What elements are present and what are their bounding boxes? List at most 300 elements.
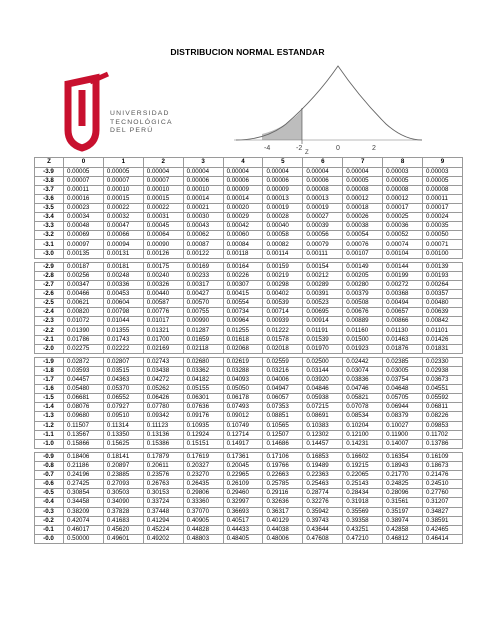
probability-cell: 0.45224 bbox=[143, 525, 183, 534]
table-row bbox=[35, 516, 463, 525]
probability-cell: 0.31207 bbox=[423, 498, 463, 507]
probability-cell: 0.22663 bbox=[263, 471, 303, 480]
table-row bbox=[35, 366, 463, 375]
probability-cell: 0.00028 bbox=[263, 213, 303, 222]
probability-cell: 0.00009 bbox=[223, 185, 263, 194]
probability-cell: 0.01044 bbox=[103, 317, 143, 326]
probability-cell: 0.00018 bbox=[343, 204, 383, 213]
table-row bbox=[35, 430, 463, 439]
probability-cell: 0.00005 bbox=[343, 176, 383, 185]
probability-cell: 0.01923 bbox=[343, 344, 383, 353]
column-header: 5 bbox=[263, 158, 303, 168]
probability-cell: 0.03005 bbox=[383, 366, 423, 375]
probability-cell: 0.00011 bbox=[423, 194, 463, 203]
probability-cell: 0.00914 bbox=[303, 317, 343, 326]
probability-cell: 0.02680 bbox=[183, 357, 223, 366]
probability-cell: 0.00047 bbox=[103, 222, 143, 231]
probability-cell: 0.00076 bbox=[343, 240, 383, 249]
probability-cell: 0.19215 bbox=[343, 461, 383, 470]
probability-cell: 0.46812 bbox=[383, 534, 423, 543]
probability-cell: 0.00440 bbox=[143, 290, 183, 299]
probability-cell: 0.00317 bbox=[183, 280, 223, 289]
probability-cell: 0.18943 bbox=[383, 461, 423, 470]
probability-cell: 0.00030 bbox=[183, 213, 223, 222]
probability-cell: 0.00193 bbox=[423, 271, 463, 280]
probability-cell: 0.20045 bbox=[223, 461, 263, 470]
probability-cell: 0.42465 bbox=[423, 525, 463, 534]
probability-cell: 0.00004 bbox=[223, 167, 263, 176]
z-value-cell: -1.2 bbox=[35, 421, 64, 430]
column-header: 0 bbox=[64, 158, 104, 168]
header-row bbox=[35, 158, 463, 168]
probability-cell: 0.00082 bbox=[263, 240, 303, 249]
table-row bbox=[35, 498, 463, 507]
probability-cell: 0.11702 bbox=[423, 430, 463, 439]
z-value-cell: -0.2 bbox=[35, 516, 64, 525]
probability-cell: 0.05480 bbox=[64, 385, 104, 394]
probability-cell: 0.46017 bbox=[64, 525, 104, 534]
probability-cell: 0.00039 bbox=[303, 222, 343, 231]
probability-cell: 0.00480 bbox=[423, 299, 463, 308]
probability-cell: 0.27760 bbox=[423, 489, 463, 498]
probability-cell: 0.03438 bbox=[143, 366, 183, 375]
probability-cell: 0.01618 bbox=[223, 335, 263, 344]
probability-cell: 0.29460 bbox=[223, 489, 263, 498]
z-value-cell: -3.4 bbox=[35, 213, 64, 222]
probability-cell: 0.44828 bbox=[183, 525, 223, 534]
table-row bbox=[35, 376, 463, 385]
probability-cell: 0.08076 bbox=[64, 403, 104, 412]
probability-cell: 0.40517 bbox=[223, 516, 263, 525]
probability-cell: 0.25143 bbox=[343, 480, 383, 489]
probability-cell: 0.01786 bbox=[64, 335, 104, 344]
probability-cell: 0.43251 bbox=[343, 525, 383, 534]
z-value-cell: -0.3 bbox=[35, 507, 64, 516]
probability-cell: 0.00554 bbox=[223, 299, 263, 308]
table-row bbox=[35, 394, 463, 403]
table-row bbox=[35, 194, 463, 203]
probability-cell: 0.00062 bbox=[183, 231, 223, 240]
probability-cell: 0.00005 bbox=[103, 167, 143, 176]
probability-cell: 0.00056 bbox=[303, 231, 343, 240]
probability-cell: 0.00233 bbox=[183, 271, 223, 280]
probability-cell: 0.00011 bbox=[64, 185, 104, 194]
probability-cell: 0.17619 bbox=[183, 452, 223, 461]
page-title: DISTRIBUCION NORMAL ESTANDAR bbox=[170, 47, 325, 57]
probability-cell: 0.00060 bbox=[223, 231, 263, 240]
probability-cell: 0.00714 bbox=[263, 308, 303, 317]
probability-cell: 0.11314 bbox=[103, 421, 143, 430]
probability-cell: 0.00272 bbox=[383, 280, 423, 289]
probability-cell: 0.00006 bbox=[303, 176, 343, 185]
probability-cell: 0.37448 bbox=[143, 507, 183, 516]
probability-cell: 0.00427 bbox=[183, 290, 223, 299]
probability-cell: 0.32997 bbox=[223, 498, 263, 507]
table-row bbox=[35, 308, 463, 317]
probability-cell: 0.02500 bbox=[303, 357, 343, 366]
table-row bbox=[35, 185, 463, 194]
probability-cell: 0.32636 bbox=[263, 498, 303, 507]
probability-cell: 0.01321 bbox=[143, 326, 183, 335]
z-value-cell: -0.9 bbox=[35, 452, 64, 461]
probability-cell: 0.00023 bbox=[64, 204, 104, 213]
probability-cell: 0.13567 bbox=[64, 430, 104, 439]
probability-cell: 0.00776 bbox=[143, 308, 183, 317]
probability-cell: 0.00164 bbox=[223, 262, 263, 271]
probability-cell: 0.01578 bbox=[263, 335, 303, 344]
probability-cell: 0.00154 bbox=[303, 262, 343, 271]
probability-cell: 0.00107 bbox=[343, 249, 383, 258]
table-row bbox=[35, 213, 463, 222]
probability-cell: 0.00990 bbox=[183, 317, 223, 326]
probability-cell: 0.00820 bbox=[64, 308, 104, 317]
probability-cell: 0.38209 bbox=[64, 507, 104, 516]
probability-cell: 0.00131 bbox=[103, 249, 143, 258]
probability-cell: 0.04846 bbox=[303, 385, 343, 394]
table-row bbox=[35, 317, 463, 326]
probability-cell: 0.00008 bbox=[423, 185, 463, 194]
probability-cell: 0.02068 bbox=[223, 344, 263, 353]
probability-cell: 0.00676 bbox=[343, 308, 383, 317]
probability-cell: 0.00036 bbox=[383, 222, 423, 231]
probability-cell: 0.00104 bbox=[383, 249, 423, 258]
probability-cell: 0.03836 bbox=[343, 376, 383, 385]
probability-cell: 0.04006 bbox=[263, 376, 303, 385]
z-value-cell: -1.9 bbox=[35, 357, 64, 366]
probability-cell: 0.00122 bbox=[183, 249, 223, 258]
probability-cell: 0.19489 bbox=[303, 461, 343, 470]
z-value-cell: -2.0 bbox=[35, 344, 64, 353]
table-row bbox=[35, 326, 463, 335]
probability-cell: 0.00034 bbox=[64, 213, 104, 222]
probability-cell: 0.00175 bbox=[143, 262, 183, 271]
probability-cell: 0.03144 bbox=[303, 366, 343, 375]
probability-cell: 0.39743 bbox=[303, 516, 343, 525]
probability-cell: 0.00734 bbox=[223, 308, 263, 317]
z-value-cell: -0.4 bbox=[35, 498, 64, 507]
probability-cell: 0.00026 bbox=[343, 213, 383, 222]
probability-cell: 0.00008 bbox=[383, 185, 423, 194]
probability-cell: 0.03754 bbox=[383, 376, 423, 385]
probability-cell: 0.00004 bbox=[303, 167, 343, 176]
probability-cell: 0.25463 bbox=[303, 480, 343, 489]
tick-label: -2 bbox=[296, 145, 303, 152]
probability-cell: 0.02118 bbox=[183, 344, 223, 353]
probability-cell: 0.02169 bbox=[143, 344, 183, 353]
table-row bbox=[35, 421, 463, 430]
probability-cell: 0.10383 bbox=[303, 421, 343, 430]
probability-cell: 0.00014 bbox=[183, 194, 223, 203]
probability-cell: 0.39358 bbox=[343, 516, 383, 525]
probability-cell: 0.00939 bbox=[263, 317, 303, 326]
probability-cell: 0.00084 bbox=[223, 240, 263, 249]
table-row bbox=[35, 412, 463, 421]
probability-cell: 0.00219 bbox=[263, 271, 303, 280]
probability-cell: 0.00010 bbox=[183, 185, 223, 194]
z-value-cell: -1.7 bbox=[35, 376, 64, 385]
probability-cell: 0.05705 bbox=[383, 394, 423, 403]
table-row bbox=[35, 489, 463, 498]
z-value-cell: -0.0 bbox=[35, 534, 64, 543]
probability-cell: 0.42074 bbox=[64, 516, 104, 525]
probability-cell: 0.01831 bbox=[423, 344, 463, 353]
table-row bbox=[35, 385, 463, 394]
probability-cell: 0.23885 bbox=[103, 471, 143, 480]
probability-cell: 0.00964 bbox=[223, 317, 263, 326]
probability-cell: 0.00071 bbox=[423, 240, 463, 249]
probability-cell: 0.00240 bbox=[143, 271, 183, 280]
probability-cell: 0.01191 bbox=[303, 326, 343, 335]
probability-cell: 0.00621 bbox=[64, 299, 104, 308]
probability-cell: 0.00523 bbox=[303, 299, 343, 308]
probability-cell: 0.06426 bbox=[143, 394, 183, 403]
probability-cell: 0.01355 bbox=[103, 326, 143, 335]
probability-cell: 0.20611 bbox=[143, 461, 183, 470]
probability-cell: 0.02743 bbox=[143, 357, 183, 366]
probability-cell: 0.00090 bbox=[143, 240, 183, 249]
probability-cell: 0.31561 bbox=[383, 498, 423, 507]
probability-cell: 0.04363 bbox=[103, 376, 143, 385]
probability-cell: 0.00005 bbox=[383, 176, 423, 185]
probability-cell: 0.00014 bbox=[223, 194, 263, 203]
probability-cell: 0.50000 bbox=[64, 534, 104, 543]
table-row bbox=[35, 507, 463, 516]
probability-cell: 0.00017 bbox=[383, 204, 423, 213]
probability-cell: 0.18673 bbox=[423, 461, 463, 470]
probability-cell: 0.34458 bbox=[64, 498, 104, 507]
table-row bbox=[35, 439, 463, 448]
probability-cell: 0.00639 bbox=[423, 308, 463, 317]
probability-cell: 0.02807 bbox=[103, 357, 143, 366]
probability-cell: 0.00016 bbox=[64, 194, 104, 203]
probability-cell: 0.00126 bbox=[143, 249, 183, 258]
z-value-cell: -1.4 bbox=[35, 403, 64, 412]
probability-cell: 0.00094 bbox=[103, 240, 143, 249]
probability-cell: 0.00069 bbox=[64, 231, 104, 240]
z-value-cell: -2.5 bbox=[35, 299, 64, 308]
probability-cell: 0.07636 bbox=[183, 403, 223, 412]
probability-cell: 0.04746 bbox=[343, 385, 383, 394]
probability-cell: 0.12507 bbox=[263, 430, 303, 439]
z-value-cell: -2.7 bbox=[35, 280, 64, 289]
probability-cell: 0.24510 bbox=[423, 480, 463, 489]
probability-cell: 0.41683 bbox=[103, 516, 143, 525]
probability-cell: 0.02559 bbox=[263, 357, 303, 366]
probability-cell: 0.05262 bbox=[143, 385, 183, 394]
probability-cell: 0.20327 bbox=[183, 461, 223, 470]
logo-line: UNIVERSIDAD bbox=[110, 110, 170, 117]
probability-cell: 0.22363 bbox=[303, 471, 343, 480]
probability-cell: 0.00022 bbox=[103, 204, 143, 213]
z-value-cell: -2.9 bbox=[35, 262, 64, 271]
z-value-cell: -0.1 bbox=[35, 525, 64, 534]
probability-cell: 0.00040 bbox=[263, 222, 303, 231]
z-value-cell: -0.7 bbox=[35, 471, 64, 480]
probability-cell: 0.26109 bbox=[223, 480, 263, 489]
probability-cell: 0.34827 bbox=[423, 507, 463, 516]
probability-cell: 0.00205 bbox=[343, 271, 383, 280]
z-value-cell: -3.6 bbox=[35, 194, 64, 203]
probability-cell: 0.09176 bbox=[183, 412, 223, 421]
column-header: 6 bbox=[303, 158, 343, 168]
probability-cell: 0.03074 bbox=[343, 366, 383, 375]
probability-cell: 0.07927 bbox=[103, 403, 143, 412]
probability-cell: 0.00111 bbox=[303, 249, 343, 258]
probability-cell: 0.12100 bbox=[343, 430, 383, 439]
table-row bbox=[35, 534, 463, 543]
probability-cell: 0.18406 bbox=[64, 452, 104, 461]
probability-cell: 0.27425 bbox=[64, 480, 104, 489]
probability-cell: 0.28774 bbox=[303, 489, 343, 498]
probability-cell: 0.00114 bbox=[263, 249, 303, 258]
probability-cell: 0.14457 bbox=[303, 439, 343, 448]
probability-cell: 0.17879 bbox=[143, 452, 183, 461]
z-value-cell: -3.3 bbox=[35, 222, 64, 231]
probability-cell: 0.35197 bbox=[383, 507, 423, 516]
probability-cell: 0.26763 bbox=[143, 480, 183, 489]
probability-cell: 0.14231 bbox=[343, 439, 383, 448]
probability-cell: 0.22065 bbox=[343, 471, 383, 480]
probability-cell: 0.02619 bbox=[223, 357, 263, 366]
probability-cell: 0.00097 bbox=[64, 240, 104, 249]
probability-cell: 0.01130 bbox=[383, 326, 423, 335]
probability-cell: 0.02222 bbox=[103, 344, 143, 353]
probability-cell: 0.00005 bbox=[64, 167, 104, 176]
probability-cell: 0.05592 bbox=[423, 394, 463, 403]
probability-cell: 0.00118 bbox=[223, 249, 263, 258]
probability-cell: 0.00199 bbox=[383, 271, 423, 280]
probability-cell: 0.05821 bbox=[343, 394, 383, 403]
probability-cell: 0.00012 bbox=[343, 194, 383, 203]
z-value-cell: -3.1 bbox=[35, 240, 64, 249]
probability-cell: 0.00006 bbox=[263, 176, 303, 185]
z-value-cell: -3.9 bbox=[35, 167, 64, 176]
probability-cell: 0.19766 bbox=[263, 461, 303, 470]
probability-cell: 0.00015 bbox=[143, 194, 183, 203]
probability-cell: 0.06681 bbox=[64, 394, 104, 403]
probability-cell: 0.01743 bbox=[103, 335, 143, 344]
probability-cell: 0.49202 bbox=[143, 534, 183, 543]
z-value-cell: -3.7 bbox=[35, 185, 64, 194]
probability-cell: 0.13136 bbox=[143, 430, 183, 439]
probability-cell: 0.47608 bbox=[303, 534, 343, 543]
probability-cell: 0.00842 bbox=[423, 317, 463, 326]
z-value-cell: -0.5 bbox=[35, 489, 64, 498]
probability-cell: 0.00032 bbox=[103, 213, 143, 222]
probability-cell: 0.00035 bbox=[423, 222, 463, 231]
probability-cell: 0.06552 bbox=[103, 394, 143, 403]
probability-cell: 0.00007 bbox=[103, 176, 143, 185]
probability-cell: 0.05050 bbox=[223, 385, 263, 394]
probability-cell: 0.02442 bbox=[343, 357, 383, 366]
probability-cell: 0.00135 bbox=[64, 249, 104, 258]
z-table bbox=[34, 157, 463, 544]
probability-cell: 0.26435 bbox=[183, 480, 223, 489]
tick-label: 0 bbox=[336, 145, 340, 152]
probability-cell: 0.08534 bbox=[343, 412, 383, 421]
probability-cell: 0.14686 bbox=[263, 439, 303, 448]
probability-cell: 0.00256 bbox=[64, 271, 104, 280]
probability-cell: 0.02018 bbox=[263, 344, 303, 353]
z-value-cell: -1.5 bbox=[35, 394, 64, 403]
logo-text bbox=[110, 110, 173, 136]
probability-cell: 0.00013 bbox=[303, 194, 343, 203]
probability-cell: 0.00079 bbox=[303, 240, 343, 249]
probability-cell: 0.00139 bbox=[423, 262, 463, 271]
probability-cell: 0.01072 bbox=[64, 317, 104, 326]
probability-cell: 0.03920 bbox=[303, 376, 343, 385]
probability-cell: 0.09680 bbox=[64, 412, 104, 421]
probability-cell: 0.10204 bbox=[343, 421, 383, 430]
probability-cell: 0.08379 bbox=[383, 412, 423, 421]
probability-cell: 0.23576 bbox=[143, 471, 183, 480]
probability-cell: 0.00889 bbox=[343, 317, 383, 326]
probability-cell: 0.09853 bbox=[423, 421, 463, 430]
table-row bbox=[35, 222, 463, 231]
probability-cell: 0.13350 bbox=[103, 430, 143, 439]
probability-cell: 0.03673 bbox=[423, 376, 463, 385]
probability-cell: 0.00755 bbox=[183, 308, 223, 317]
probability-cell: 0.04457 bbox=[64, 376, 104, 385]
probability-cell: 0.03288 bbox=[223, 366, 263, 375]
probability-cell: 0.00010 bbox=[103, 185, 143, 194]
logo-line: DEL PERÚ bbox=[110, 127, 154, 135]
probability-cell: 0.04093 bbox=[223, 376, 263, 385]
probability-cell: 0.12714 bbox=[223, 430, 263, 439]
probability-cell: 0.18141 bbox=[103, 452, 143, 461]
probability-cell: 0.11900 bbox=[383, 430, 423, 439]
probability-cell: 0.01463 bbox=[383, 335, 423, 344]
probability-cell: 0.00038 bbox=[343, 222, 383, 231]
probability-cell: 0.00074 bbox=[383, 240, 423, 249]
probability-cell: 0.00020 bbox=[223, 204, 263, 213]
probability-cell: 0.15866 bbox=[64, 439, 104, 448]
probability-cell: 0.00066 bbox=[103, 231, 143, 240]
probability-cell: 0.01287 bbox=[183, 326, 223, 335]
table-row bbox=[35, 461, 463, 470]
probability-cell: 0.15386 bbox=[143, 439, 183, 448]
probability-cell: 0.27093 bbox=[103, 480, 143, 489]
probability-cell: 0.07353 bbox=[263, 403, 303, 412]
probability-cell: 0.22965 bbox=[223, 471, 263, 480]
probability-cell: 0.00025 bbox=[383, 213, 423, 222]
probability-cell: 0.00004 bbox=[143, 167, 183, 176]
probability-cell: 0.02938 bbox=[423, 366, 463, 375]
probability-cell: 0.46414 bbox=[423, 534, 463, 543]
probability-cell: 0.01255 bbox=[223, 326, 263, 335]
probability-cell: 0.07215 bbox=[303, 403, 343, 412]
table-row bbox=[35, 335, 463, 344]
probability-cell: 0.01426 bbox=[423, 335, 463, 344]
axis-label: Z bbox=[305, 150, 309, 156]
probability-cell: 0.00570 bbox=[183, 299, 223, 308]
probability-cell: 0.00007 bbox=[143, 176, 183, 185]
table-row bbox=[35, 290, 463, 299]
probability-cell: 0.28096 bbox=[383, 489, 423, 498]
probability-cell: 0.00031 bbox=[143, 213, 183, 222]
probability-cell: 0.01160 bbox=[343, 326, 383, 335]
probability-cell: 0.00003 bbox=[423, 167, 463, 176]
table-row bbox=[35, 452, 463, 461]
probability-cell: 0.28434 bbox=[343, 489, 383, 498]
probability-cell: 0.43644 bbox=[303, 525, 343, 534]
probability-cell: 0.00052 bbox=[383, 231, 423, 240]
z-value-cell: -2.6 bbox=[35, 290, 64, 299]
probability-cell: 0.01390 bbox=[64, 326, 104, 335]
probability-cell: 0.03515 bbox=[103, 366, 143, 375]
probability-cell: 0.00415 bbox=[223, 290, 263, 299]
probability-cell: 0.44038 bbox=[263, 525, 303, 534]
